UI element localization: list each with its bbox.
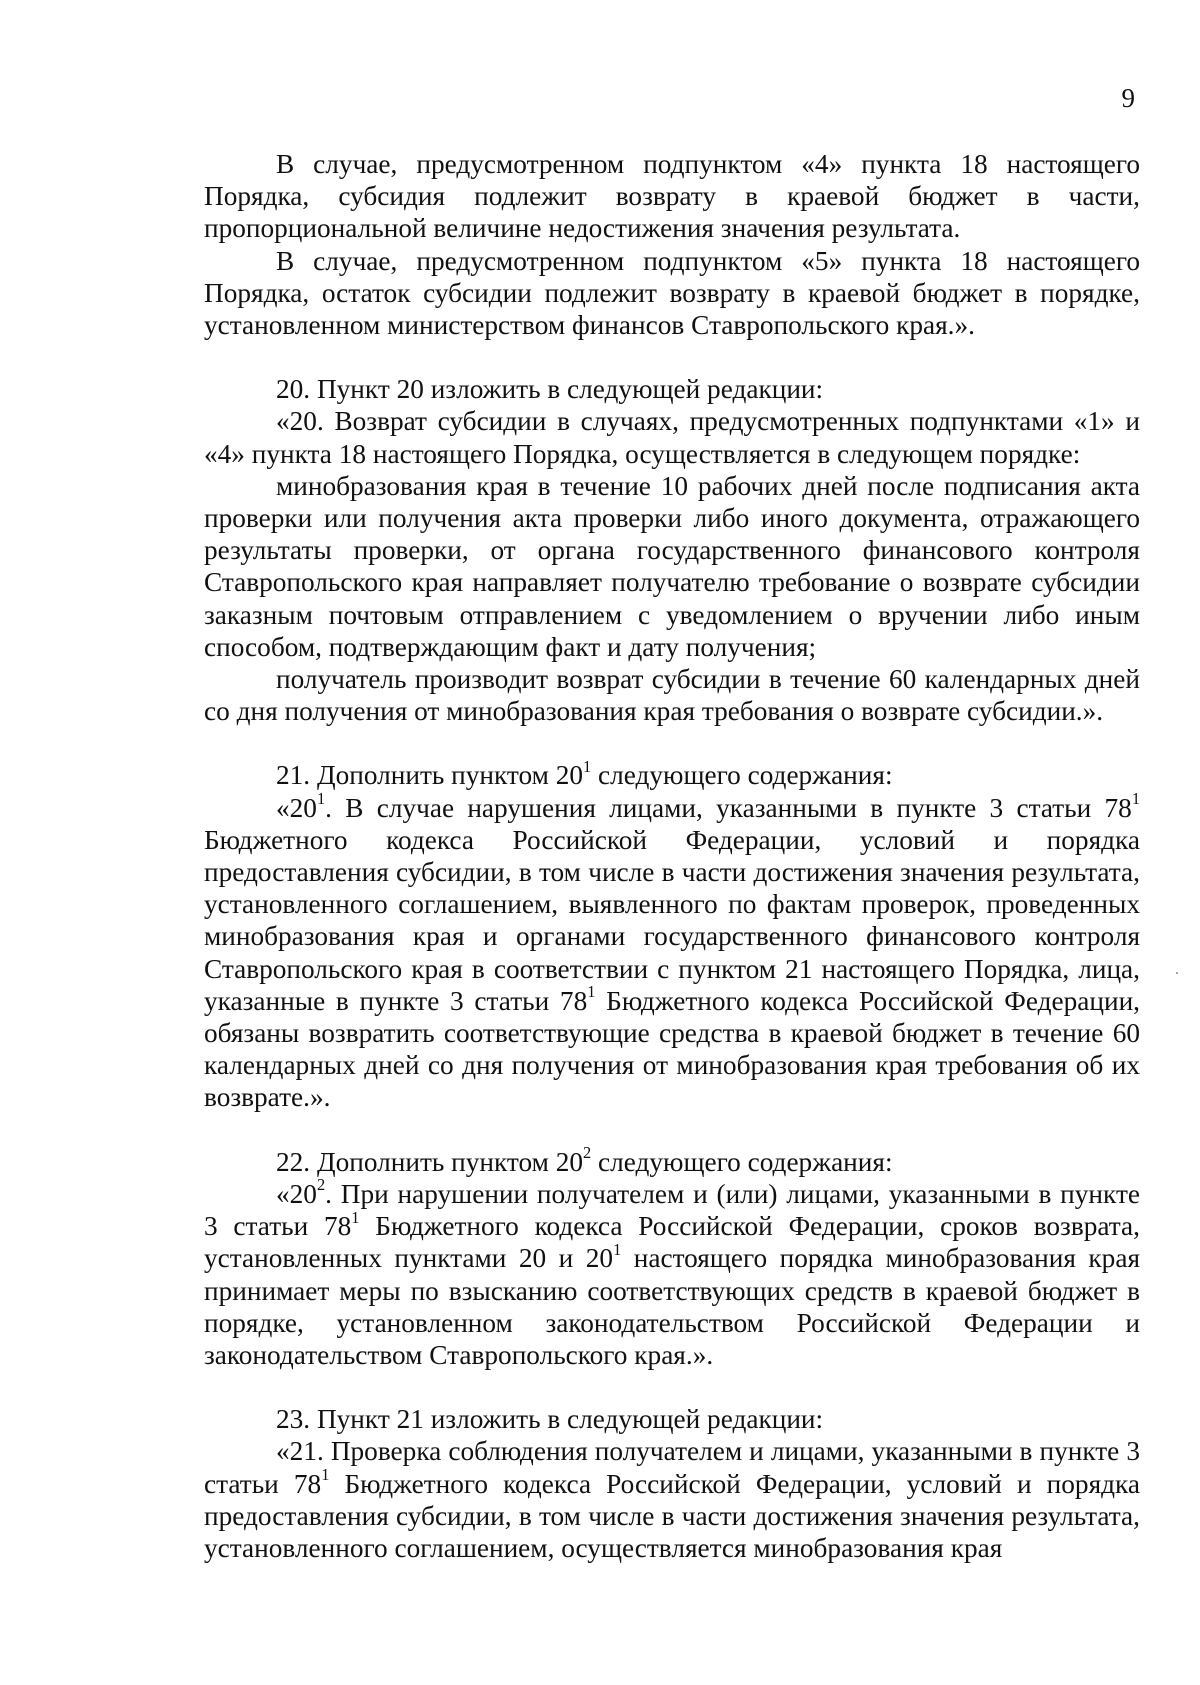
clause-20-2-text: «$20^2$. При нарушении получателем и (или) лицами, указанными в пункте 3 статьи $78^1$ Бюджетного кодекса Российской Федерации, сроков возврата, установленных пунктами 20 и $20^1$ настоящего порядка минобразования края принимает меры по взысканию соответствующих средств в краевой бюджет в порядке, установленном законодательством Российской Федерации и законодательством Ставропольского края.». [204, 1175, 1140, 1370]
clause-20-recipient-duty: получатель производит возврат субсидии в течение 60 календарных дней со дня получения от минобразования края требования о возврате субсидии.». [204, 664, 1140, 727]
clause-21-text: «21. Проверка соблюдения получателем и лицами, указанными в пункте 3 статьи $78^1$ Бюджетного кодекса Российской Федерации, условий и порядка предоставления субсидии, в том числе в части достижения значения результата, установленного соглашением, осуществляется минобразования края [204, 1436, 1140, 1563]
amendment-item-23-heading: 23. Пункт 21 изложить в следующей редакции: [276, 1404, 824, 1435]
page-number: 9 [1121, 83, 1135, 113]
document-body [204, 148, 1140, 1564]
amendment-item-21-heading: 21. Дополнить пунктом $20^1$ следующего содержания: [276, 756, 893, 791]
scan-dot [1176, 972, 1178, 974]
amendment-item-20-heading: 20. Пункт 20 изложить в следующей редакции: [276, 374, 824, 405]
clause-20-1-text: «$20^1$. В случае нарушения лицами, указанными в пункте 3 статьи $78^1$ Бюджетного кодекса Российской Федерации, условий и порядка предоставления субсидии, в том числе в части достижения значения результата, установленного соглашением, выявленного по фактам проверок, проведенных минобразования края и органами государственного финансового контроля Ставропольского края в соответствии с пунктом 21 настоящего Порядка, лица, указанные в пункте 3 статьи $78^1$ Бюджетного кодекса Российской Федерации, обязаны возвратить соответствующие средства в краевой бюджет в течение 60 календарных дней со дня получения от минобразования края требования об их возврате.». [204, 789, 1141, 1113]
clause-20-ministry-duty: минобразования края в течение 10 рабочих дней после подписания акта проверки или получения акта проверки либо иного документа, отражающего результаты проверки, от органа государственного финансового контроля Ставропольского края направляет получателю требование о возврате субсидии заказным почтовым отправлением с уведомлением о вручении либо иным способом, подтверждающим факт и дату получения; [204, 470, 1140, 662]
paragraph-return-subpoint-4: В случае, предусмотренном подпунктом «4» пункта 18 настоящего Порядка, субсидия подлежит возврату в краевой бюджет в части, пропорциональной величине недостижения значения результата. [204, 149, 1140, 244]
paragraph-return-subpoint-5: В случае, предусмотренном подпунктом «5» пункта 18 настоящего Порядка, остаток субсидии подлежит возврату в краевой бюджет в порядке, установленном министерством финансов Ставропольского края.». [204, 245, 1140, 341]
clause-20-intro: «20. Возврат субсидии в случаях, предусмотренных подпунктами «1» и «4» пункта 18 настоящего Порядка, осуществляется в следующем порядке: [204, 406, 1140, 469]
amendment-item-22-heading: 22. Дополнить пунктом $20^2$ следующего содержания: [276, 1143, 893, 1177]
